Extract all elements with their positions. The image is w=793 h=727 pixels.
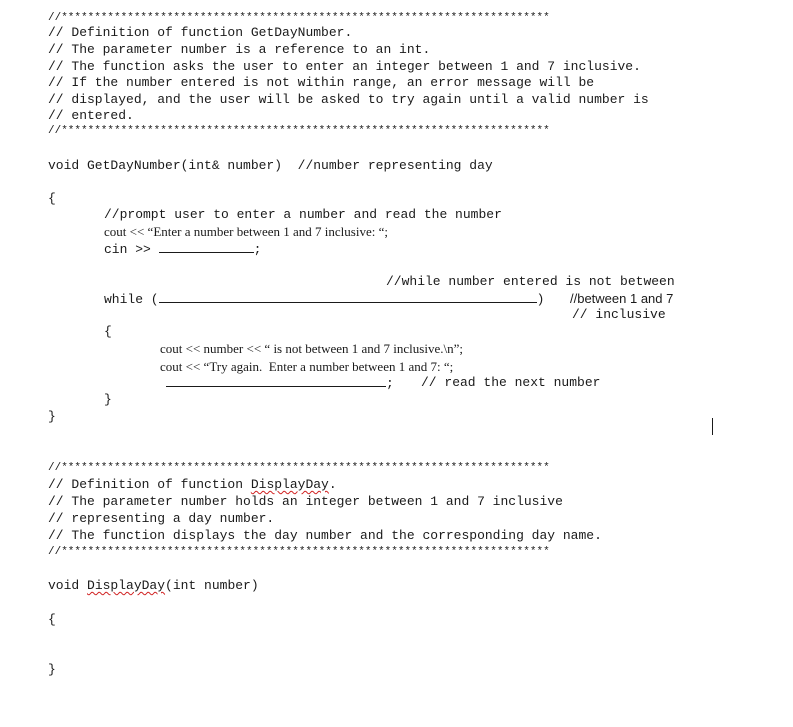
comment-line: // The parameter number holds an integer between 1 and 7 inclusive: [48, 494, 563, 509]
comment-suffix: .: [328, 477, 337, 492]
comment-border-bottom-1: //**************************************************************************: [48, 125, 550, 137]
open-brace: {: [48, 191, 56, 206]
spellcheck-word: DisplayDay: [250, 477, 329, 492]
cout-error-text-2: cout << “Try again. Enter a number between 1 and 7: “;: [160, 359, 454, 374]
inner-open-brace: {: [104, 324, 112, 339]
comment-prefix: // Definition of function: [48, 477, 251, 492]
text-cursor: [712, 418, 713, 435]
cout-prompt-text: cout << “Enter a number between 1 and 7 inclusive: “;: [104, 224, 388, 239]
cin-prefix: cin >>: [104, 242, 159, 257]
sig-suffix: (int number): [165, 578, 259, 593]
read-line: [166, 375, 394, 391]
open-brace-2: {: [48, 612, 56, 627]
prompt-comment: //prompt user to enter a number and read the number: [104, 207, 502, 222]
comment-line: // displayed, and the user will be asked to try again until a valid number is: [48, 92, 649, 107]
cin-suffix: ;: [253, 242, 262, 257]
while-prefix: while (: [104, 292, 159, 307]
comment-border-top-2: //**************************************************************************: [48, 462, 550, 474]
read-blank[interactable]: [166, 375, 386, 387]
comment-line: // If the number entered is not within range, an error message will be: [48, 75, 595, 90]
while-side-comment-2: // inclusive: [572, 307, 666, 322]
sig-prefix: void: [48, 578, 88, 593]
while-condition-blank[interactable]: [159, 291, 537, 303]
inner-close-brace: }: [104, 392, 112, 407]
cout-error-text-1: cout << number << “ is not between 1 and 7 inclusive.\n”;: [160, 341, 463, 356]
function-signature-displayday: [48, 578, 259, 594]
read-comment: // read the next number: [421, 375, 601, 390]
comment-line: // The function displays the day number and the corresponding day name.: [48, 528, 602, 543]
cin-line: [104, 241, 261, 257]
comment-line: [48, 477, 337, 493]
while-suffix: ): [536, 292, 545, 307]
comment-border-bottom-2: //**************************************************************************: [48, 546, 550, 558]
cout-error-line-2: [160, 359, 453, 375]
spellcheck-function-name: DisplayDay: [87, 578, 166, 593]
comment-line: // The parameter number is a reference to an int.: [48, 42, 431, 57]
comment-border-top-1: //**************************************************************************: [48, 12, 550, 24]
while-side-comment-1: //between 1 and 7: [570, 291, 674, 306]
cin-blank[interactable]: [159, 241, 254, 253]
read-suffix: ;: [386, 376, 394, 391]
while-line: [104, 291, 544, 307]
function-signature-getdaynumber: void GetDayNumber(int& number) //number representing day: [48, 158, 493, 173]
while-comment: //while number entered is not between: [386, 274, 675, 289]
comment-line: // representing a day number.: [48, 511, 275, 526]
comment-line: // The function asks the user to enter an integer between 1 and 7 inclusive.: [48, 59, 641, 74]
comment-line: // Definition of function GetDayNumber.: [48, 25, 353, 40]
cout-error-line-1: [160, 341, 463, 357]
cout-prompt-line: [104, 224, 388, 240]
comment-line: // entered.: [48, 108, 134, 123]
close-brace-2: }: [48, 662, 56, 677]
close-brace: }: [48, 409, 56, 424]
